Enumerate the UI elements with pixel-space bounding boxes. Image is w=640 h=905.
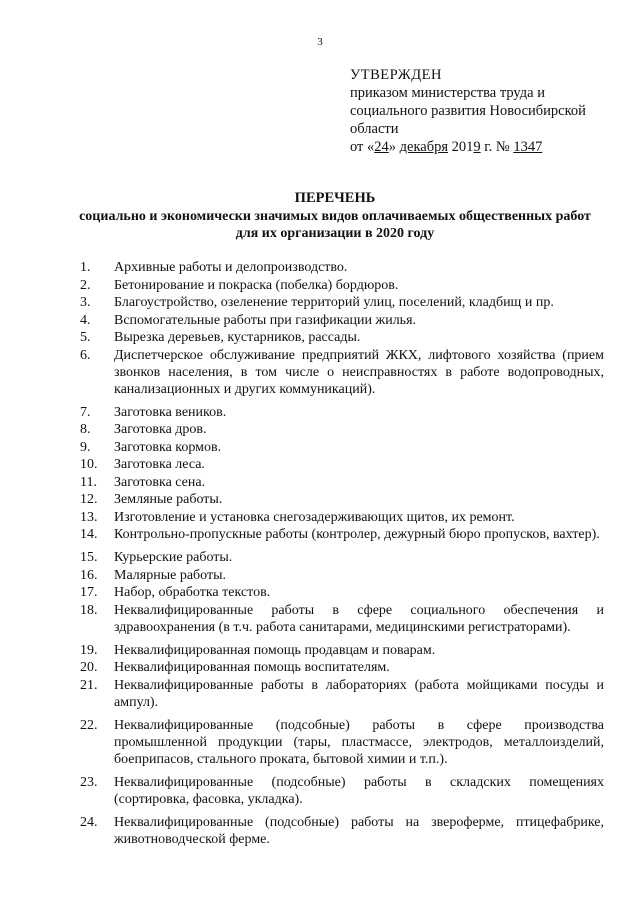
date-day: 24	[374, 139, 389, 155]
list-item	[80, 474, 604, 491]
list-item-number: 3.	[80, 295, 91, 310]
list-item-number: 23.	[80, 774, 98, 790]
list-item	[80, 584, 604, 601]
list-item-number: 16.	[80, 567, 98, 583]
list-item-text: Заготовка веников.	[114, 404, 227, 420]
list-item-number: 5.	[80, 330, 91, 345]
list-item-text: Неквалифицированные работы в сфере социального обеспечения и здравоохранения (в т.ч. работа санитарами, медицинскими регистраторами).	[114, 602, 604, 635]
list-item	[80, 312, 604, 329]
list-item-text: Заготовка сена.	[114, 474, 206, 490]
list-item-number: 15.	[80, 550, 98, 565]
list-item-text: Неквалифицированная помощь воспитателям.	[114, 660, 390, 675]
list-item	[80, 677, 604, 711]
list-item	[80, 814, 604, 848]
list-item-text: Земляные работы.	[114, 492, 223, 507]
list-item	[80, 277, 604, 294]
date-year-suffix: г. №	[480, 139, 514, 155]
list-item	[80, 602, 604, 636]
document-title: ПЕРЕЧЕНЬ	[294, 190, 376, 206]
list-item	[80, 421, 604, 438]
list-item-text: Контрольно-пропускные работы (контролер, дежурный бюро пропусков, вахтер).	[114, 527, 600, 542]
list-item	[80, 509, 604, 526]
list-item	[80, 717, 604, 768]
approval-title: УТВЕРЖДЕН	[350, 67, 442, 83]
list-item-number: 21.	[80, 677, 98, 693]
list-item-number: 4.	[80, 312, 91, 328]
list-item-text: Неквалифицированные (подсобные) работы на звероферме, птицефабрике, животноводческой ферме.	[114, 814, 604, 847]
list-item-text: Неквалифицированные (подсобные) работы в складских помещениях (сортировка, фасовка, укладка).	[114, 774, 604, 807]
approval-line-2: социального развития Новосибирской	[350, 103, 586, 119]
list-item	[80, 549, 604, 566]
list-item-number: 13.	[80, 509, 98, 525]
list-item-text: Заготовка леса.	[114, 457, 205, 472]
list-item-text: Неквалифицированная помощь продавцам и поварам.	[114, 642, 436, 658]
list-item-number: 8.	[80, 422, 91, 437]
document-subtitle: социально и экономически значимых видов оплачиваемых общественных работ для их организации в 2020 году	[79, 209, 591, 241]
list-item-number: 20.	[80, 660, 98, 675]
list-item-number: 22.	[80, 717, 98, 733]
list-item	[80, 491, 604, 508]
list-item	[80, 404, 604, 421]
list-item-number: 17.	[80, 585, 98, 600]
works-list	[80, 259, 604, 848]
list-item-number: 14.	[80, 527, 98, 542]
list-item-number: 19.	[80, 642, 98, 658]
list-item-text: Заготовка кормов.	[114, 439, 222, 455]
list-item-text: Неквалифицированные работы в лабораториях (работа мойщиками посуды и ампул).	[114, 677, 604, 710]
list-item-number: 10.	[80, 457, 98, 472]
list-item	[80, 642, 604, 659]
list-item-text: Заготовка дров.	[114, 422, 207, 437]
list-item	[80, 456, 604, 473]
list-item-number: 18.	[80, 602, 98, 618]
approval-date-line	[350, 138, 600, 156]
list-item-text: Изготовление и установка снегозадерживающих щитов, их ремонт.	[114, 509, 515, 525]
list-item	[80, 659, 604, 676]
list-item-text: Малярные работы.	[114, 567, 226, 583]
list-item-number: 9.	[80, 439, 91, 455]
approval-block	[350, 66, 600, 156]
order-number: 1347	[513, 139, 543, 155]
list-item-text: Бетонирование и покраска (побелка) бордюров.	[114, 277, 399, 293]
date-prefix: от «	[350, 139, 375, 155]
list-item-text: Вырезка деревьев, кустарников, рассады.	[114, 330, 361, 345]
list-item-number: 7.	[80, 404, 91, 420]
list-item-number: 2.	[80, 277, 91, 293]
list-item	[80, 567, 604, 584]
list-item-text: Архивные работы и делопроизводство.	[114, 260, 348, 275]
date-mid: »	[388, 139, 400, 155]
list-item-number: 24.	[80, 814, 98, 830]
list-item	[80, 329, 604, 346]
list-item-text: Благоустройство, озеленение территорий улиц, поселений, кладбищ и пр.	[114, 295, 554, 310]
list-item-number: 6.	[80, 347, 91, 363]
list-item	[80, 259, 604, 276]
document-heading	[70, 190, 600, 242]
date-year-digit: 9	[473, 139, 481, 155]
list-item-number: 12.	[80, 492, 98, 507]
approval-line-3: области	[350, 121, 399, 137]
list-item	[80, 294, 604, 311]
list-item-text: Набор, обработка текстов.	[114, 585, 271, 600]
list-item-text: Диспетчерское обслуживание предприятий ЖКХ, лифтового хозяйства (прием звонков населения, в том числе о неисправностях в работе водопроводных, канализационных и других коммуникаций).	[114, 347, 604, 397]
list-item	[80, 774, 604, 808]
date-month: декабря	[399, 139, 449, 155]
list-item-number: 11.	[80, 474, 97, 490]
list-item-text: Вспомогательные работы при газификации жилья.	[114, 312, 417, 328]
approval-line-1: приказом министерства труда и	[350, 85, 545, 101]
list-item-text: Курьерские работы.	[114, 550, 233, 565]
list-item-text: Неквалифицированные (подсобные) работы в сфере производства промышленной продукции (тары, пластмассе, электродов, металлоизделий, боеприпасов, стального проката, бытовой химии и т.п.).	[114, 717, 604, 767]
date-year-prefix: 201	[448, 139, 474, 155]
page-number: 3	[317, 36, 323, 48]
list-item	[80, 526, 604, 543]
list-item	[80, 347, 604, 398]
list-item	[80, 439, 604, 456]
list-item-number: 1.	[80, 260, 91, 275]
